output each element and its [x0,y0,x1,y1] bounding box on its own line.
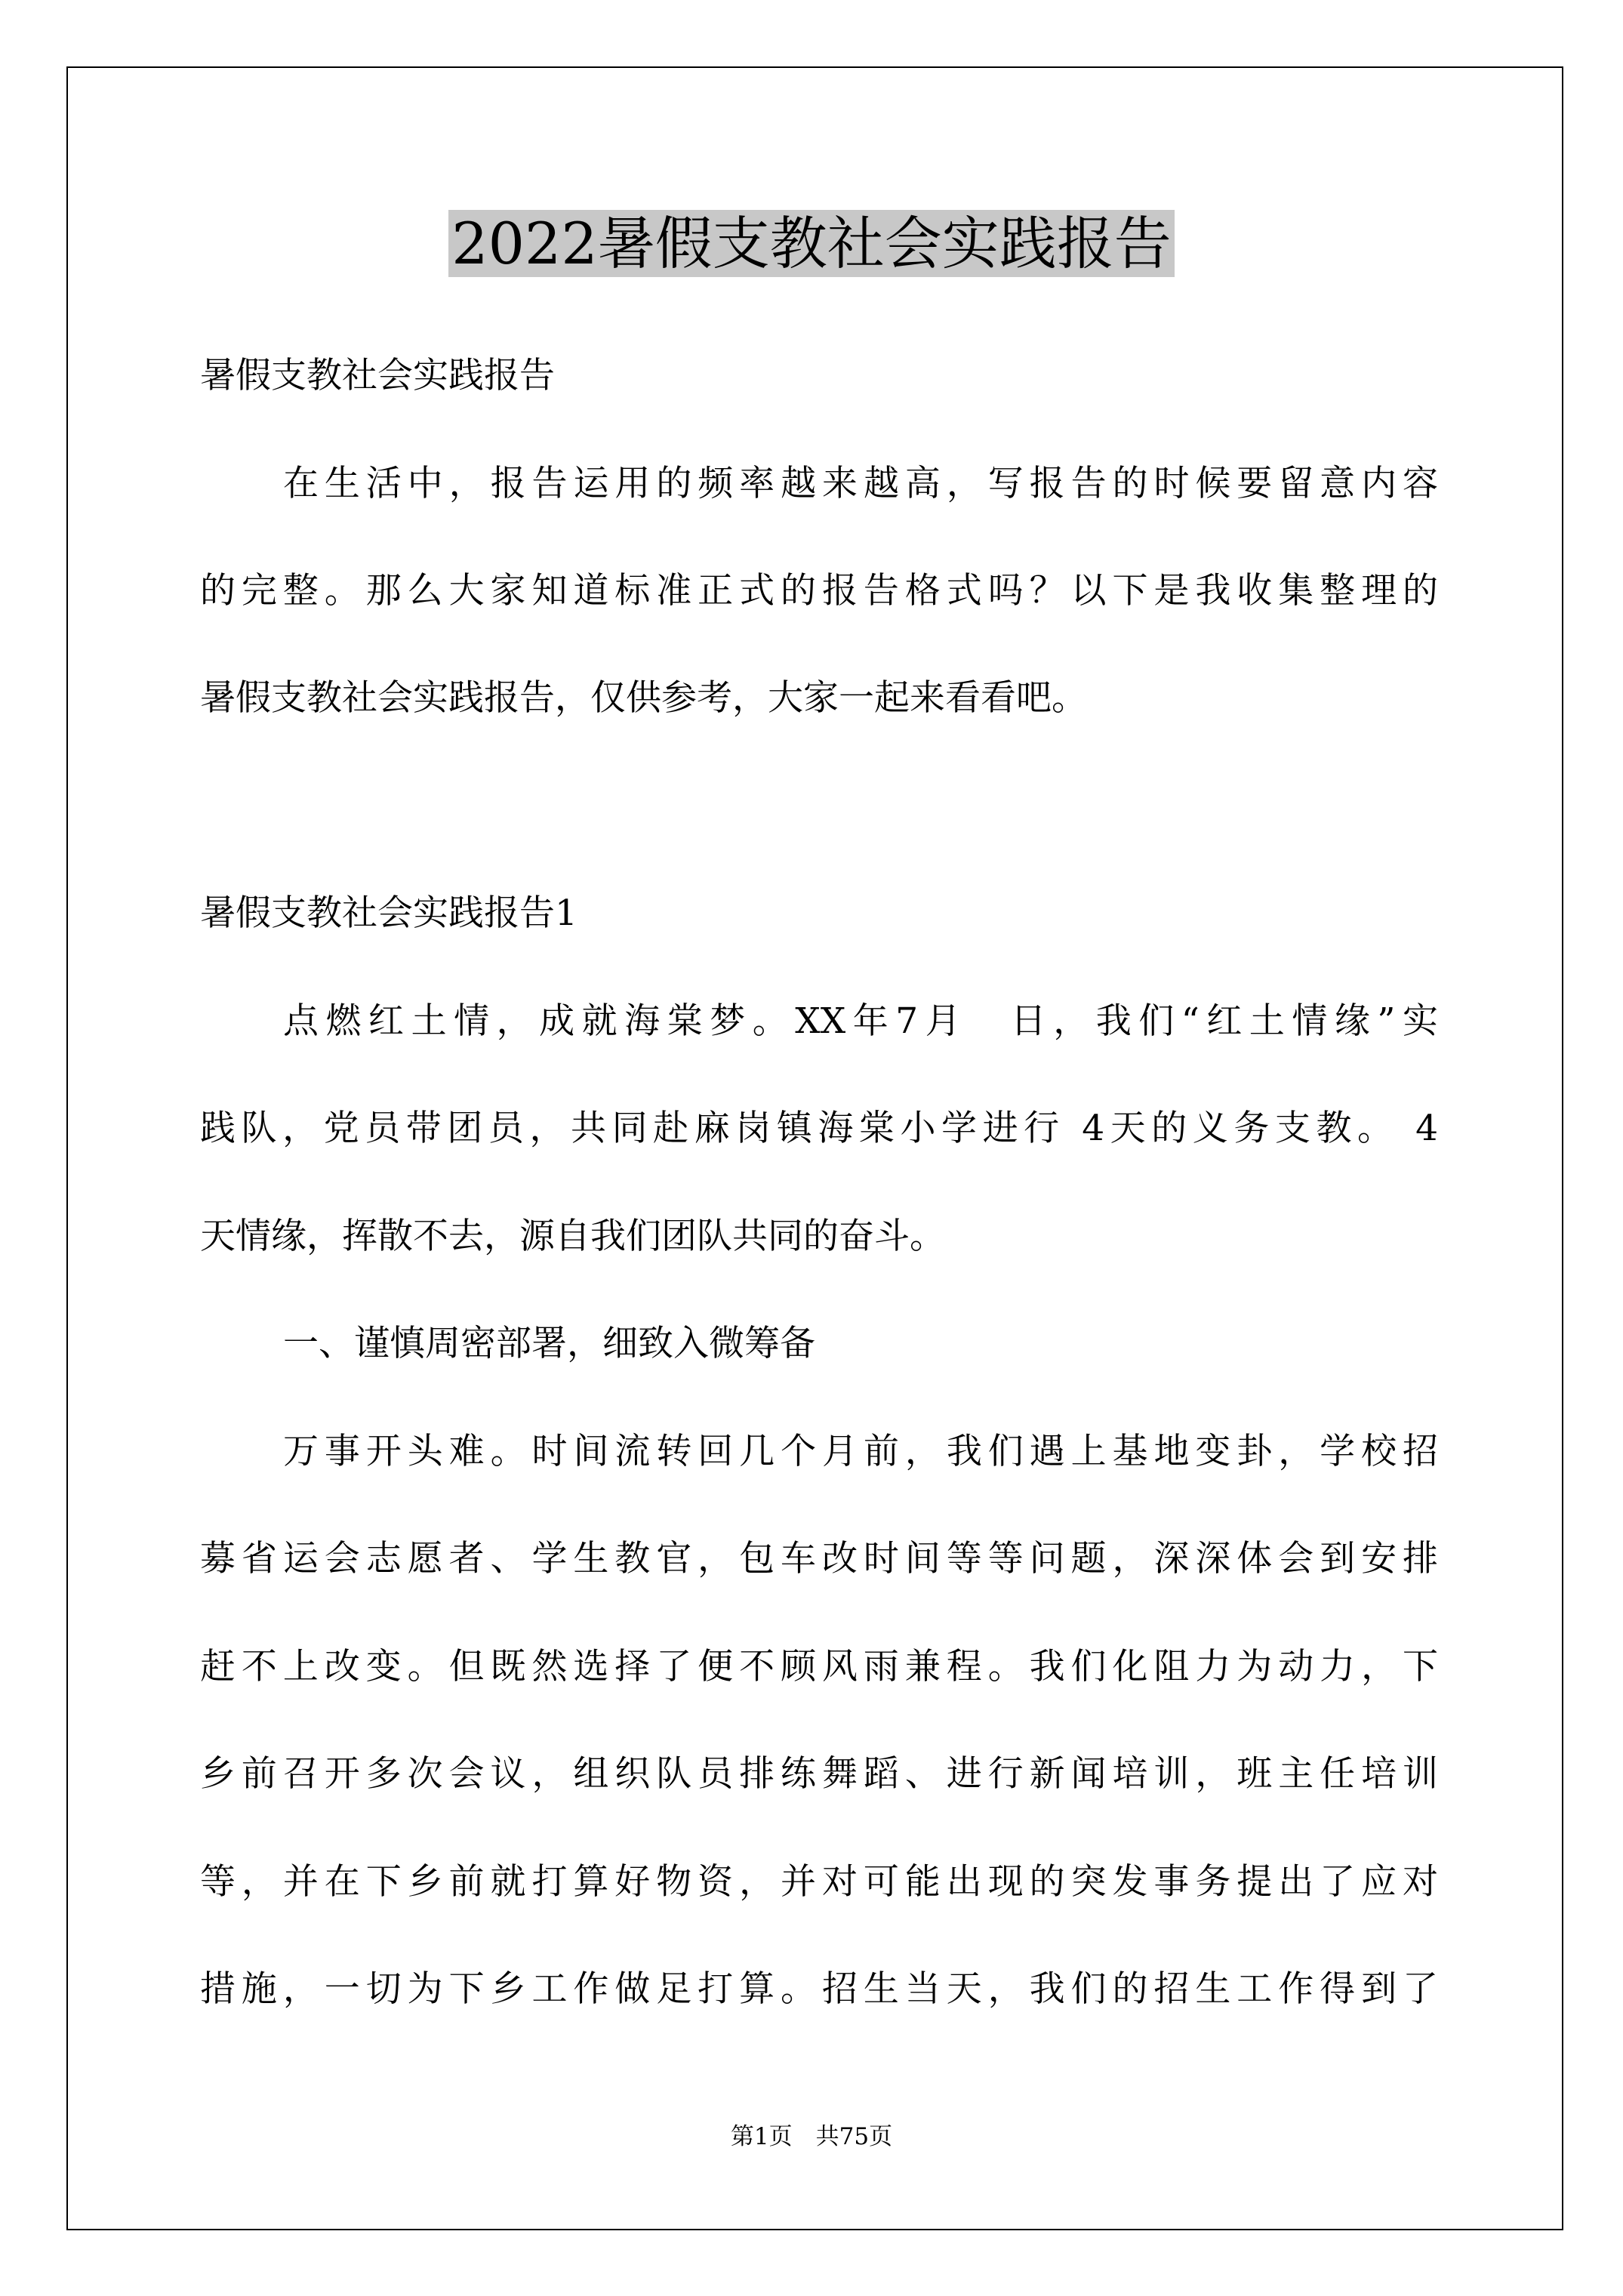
document-title-text: 2022暑假支教社会实践报告 [448,210,1174,277]
section-heading: 暑假支教社会实践报告1 [200,892,577,934]
paragraph-line: 践队，党员带团员，共同赴麻岗镇海棠小学进行 4天的义务支教。 4 [200,1108,1438,1149]
paragraph-line: 赶不上改变。但既然选择了便不顾风雨兼程。我们化阻力为动力，下 [200,1646,1438,1687]
paragraph-line: 等，并在下乡前就打算好物资，并对可能出现的突发事务提出了应对 [200,1861,1438,1903]
paragraph-line: 的完整。那么大家知道标准正式的报告格式吗？以下是我收集整理的 [200,570,1438,612]
paragraph-line: 暑假支教社会实践报告，仅供参考，大家一起来看看吧。 [200,677,1087,719]
document-title [0,202,1623,285]
page-number-footer: 第1页 共75页 [730,2123,893,2150]
paragraph-line: 措施，一切为下乡工作做足打算。招生当天，我们的招生工作得到了 [200,1968,1438,2010]
paragraph-line: 在生活中，报告运用的频率越来越高，写报告的时候要留意内容 [283,463,1438,504]
paragraph-line: 天情缘，挥散不去，源自我们团队共同的奋斗。 [200,1216,945,1257]
paragraph-line: 乡前召开多次会议，组织队员排练舞蹈、进行新闻培训，班主任培训 [200,1753,1438,1795]
paragraph-line: 募省运会志愿者、学生教官，包车改时间等等问题，深深体会到安排 [200,1538,1438,1579]
paragraph-line: 点燃红土情，成就海棠梦。XX年7月 日，我们“红土情缘”实 [283,1000,1438,1042]
subtitle-line: 暑假支教社会实践报告 [200,355,555,396]
paragraph-line: 万事开头难。时间流转回几个月前，我们遇上基地变卦，学校招 [283,1431,1438,1472]
subsection-heading: 一、谨慎周密部署，细致入微筹备 [283,1323,815,1364]
